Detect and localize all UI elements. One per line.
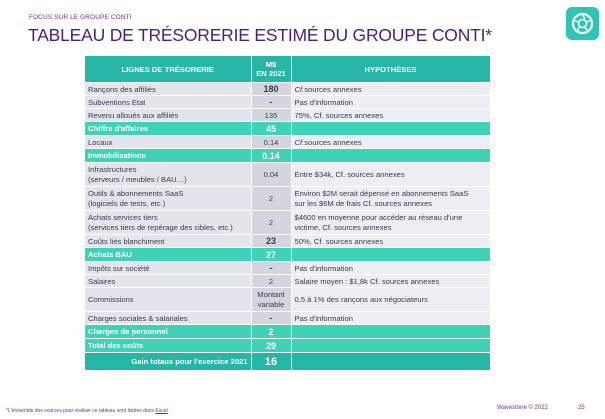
row-hypothesis: 0,5 à 1% des rançons aux négociateurs	[291, 288, 490, 312]
subtotal-hypothesis	[291, 122, 490, 136]
row-amount: 23	[251, 235, 291, 248]
table-row	[85, 163, 490, 187]
footnote-suffix: .	[167, 408, 169, 414]
row-label: Commissions	[85, 288, 251, 312]
row-hypothesis: 50%, Cf. sources annexes	[291, 235, 490, 248]
row-amount-line2: variable	[257, 299, 285, 309]
row-hypothesis-text: sources annexes	[304, 84, 362, 94]
table-header-row	[85, 56, 490, 83]
subtotal-row	[85, 339, 490, 353]
row-hypothesis-prefix: Cf.	[294, 137, 305, 147]
footnote	[6, 408, 169, 414]
subtotal-amount: 45	[251, 122, 291, 136]
section-kicker: FOCUS SUR LE GROUPE CONTI	[29, 14, 132, 21]
row-hypothesis-line2: sur les $6M de frais Cf. sources annexes	[294, 198, 433, 208]
subtotal-row	[85, 325, 490, 339]
row-hypothesis-text: sources annexes	[304, 137, 362, 147]
subtotal-hypothesis	[291, 248, 490, 262]
subtotal-row	[85, 248, 490, 262]
wavestone-aperture-icon	[566, 7, 599, 40]
subtotal-amount: 0.14	[251, 149, 291, 163]
row-amount: 2	[251, 275, 291, 288]
col-header-amount-line1: M$	[265, 60, 277, 69]
row-label	[85, 211, 251, 235]
row-hypothesis-line1: Environ $2M serait dépensé en abonnements SaaS	[294, 188, 469, 198]
treasury-table	[85, 56, 491, 371]
row-amount: 135	[251, 109, 291, 122]
row-hypothesis	[291, 163, 490, 187]
row-amount: -	[251, 312, 291, 325]
row-amount: 2	[251, 211, 291, 235]
row-amount: -	[251, 262, 291, 275]
row-label-line1: Outils & abonnements SaaS	[88, 188, 184, 198]
row-label-line1: Achats services tiers	[88, 212, 158, 222]
grand-total-label: Gain totaux pour l'exercice 2021	[85, 353, 251, 371]
row-amount: 180	[251, 83, 291, 96]
row-hypothesis-line1: Entre $34k, Cf. sources annexes	[294, 169, 405, 179]
grand-total-hypothesis	[291, 353, 490, 371]
row-label: Coûts liés blanchiment	[85, 235, 251, 248]
row-hypothesis	[291, 187, 490, 211]
subtotal-label: Total des coûts	[85, 339, 251, 353]
grand-total-amount: 16	[251, 353, 291, 371]
row-hypothesis	[291, 211, 490, 235]
row-label: Subventions Etat	[85, 96, 251, 109]
subtotal-amount: 27	[251, 248, 291, 262]
table-row	[85, 288, 490, 312]
subtotal-label: Charges de personnel	[85, 325, 251, 339]
row-label: Rançons des affiliés	[85, 83, 251, 96]
row-hypothesis: Pas d'information	[291, 262, 490, 275]
row-label: Salaires	[85, 275, 251, 288]
subtotal-label: Achats BAU	[85, 248, 251, 262]
row-label: Revenu alloués aux affiliés	[85, 109, 251, 122]
subtotal-row	[85, 149, 490, 163]
table-row	[85, 312, 490, 325]
table-row	[85, 96, 490, 109]
row-hypothesis-prefix: Cf.	[294, 84, 305, 94]
row-label-line2: (services tiers de repérage des cibles, etc.)	[88, 222, 233, 232]
grand-total-row	[85, 353, 490, 371]
page-title: TABLEAU DE TRÉSORERIE ESTIMÉ DU GROUPE CONTI*	[28, 25, 492, 45]
row-amount	[251, 288, 291, 312]
row-amount: -	[251, 96, 291, 109]
row-amount: 0.04	[251, 163, 291, 187]
row-hypothesis-line2: victime, Cf. sources annexes	[294, 222, 392, 232]
row-label-line2: (logiciels de tests, etc.)	[88, 198, 166, 208]
row-hypothesis: 75%, Cf. sources annexes	[291, 109, 490, 122]
col-header-lines: LIGNES DE TRÉSORERIE	[85, 56, 251, 83]
row-label	[85, 163, 251, 187]
row-label-line1: Infrastructures	[88, 164, 137, 174]
row-label-line2: (serveurs / meubles / BAU…)	[88, 174, 187, 184]
subtotal-hypothesis	[291, 339, 490, 353]
table-row	[85, 83, 490, 96]
col-header-hypotheses: HYPOTHÈSES	[291, 56, 490, 83]
row-hypothesis: Pas d'information	[291, 312, 490, 325]
col-header-amount-line2: EN 2021	[256, 69, 286, 78]
table-row	[85, 211, 490, 235]
table-row	[85, 136, 490, 149]
table-row	[85, 187, 490, 211]
table-row	[85, 109, 490, 122]
row-label: Charges sociales & salariales	[85, 312, 251, 325]
subtotal-amount: 29	[251, 339, 291, 353]
subtotal-label: Immobilisations	[85, 149, 251, 163]
subtotal-row	[85, 122, 490, 136]
row-amount: 2	[251, 187, 291, 211]
subtotal-label: Chiffre d'affaires	[85, 122, 251, 136]
row-hypothesis: Salaire moyen : $1,8k Cf. sources annexes	[291, 275, 490, 288]
row-hypothesis	[291, 136, 490, 149]
subtotal-hypothesis	[291, 149, 490, 163]
row-hypothesis	[291, 83, 490, 96]
col-header-amount	[251, 56, 291, 83]
table-row	[85, 262, 490, 275]
page-number: 25	[578, 405, 585, 411]
table-row	[85, 235, 490, 248]
wavestone-logo	[566, 7, 599, 40]
row-hypothesis: Pas d'information	[291, 96, 490, 109]
table-row	[85, 275, 490, 288]
row-label: Locaux	[85, 136, 251, 149]
row-amount: 0.14	[251, 136, 291, 149]
row-amount-line1: Montant	[257, 289, 285, 299]
subtotal-hypothesis	[291, 325, 490, 339]
footnote-excel-link[interactable]: Excel	[155, 408, 168, 414]
footnote-text: *L'ensemble des sources pour réaliser ce tableau sont listées dans	[6, 408, 156, 414]
row-label	[85, 187, 251, 211]
footer-company: Wavestone © 2022	[497, 405, 548, 411]
row-label: Impôts sur société	[85, 262, 251, 275]
row-hypothesis-line1: $4600 en moyenne pour accéder au réseau d'une	[294, 212, 463, 222]
subtotal-amount: 2	[251, 325, 291, 339]
